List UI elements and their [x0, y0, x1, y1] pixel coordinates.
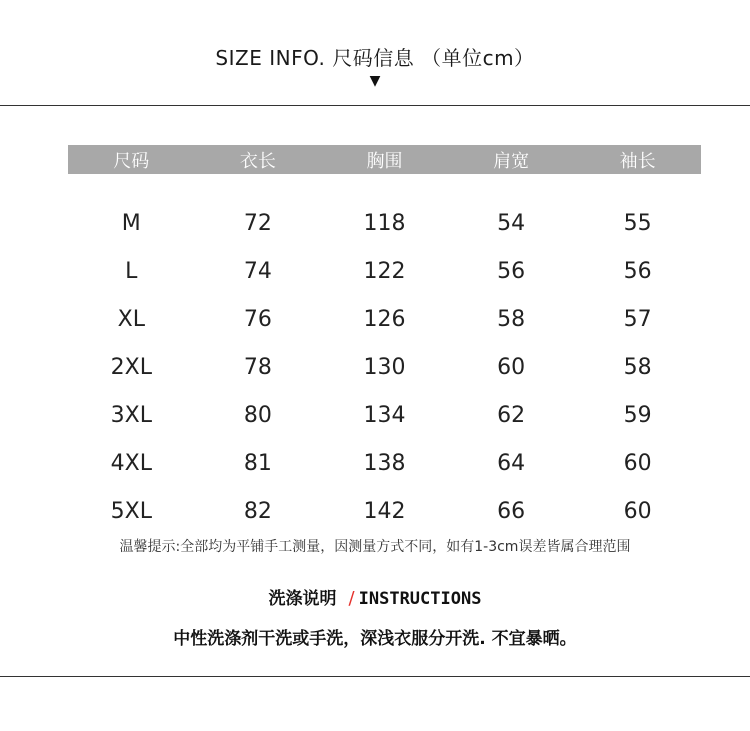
table-cell: 81 — [243, 451, 272, 476]
table-cell: 60 — [623, 499, 652, 524]
washing-description: 中性洗涤剂干洗或手洗，深浅衣服分开洗. 不宜暴晒。 — [173, 629, 577, 649]
table-row — [68, 344, 701, 392]
table-row — [68, 200, 701, 248]
table-cell: L — [125, 259, 138, 284]
washing-instructions-heading — [0, 584, 750, 609]
table-row — [68, 440, 701, 488]
table-cell: 59 — [623, 403, 652, 428]
washing-title-en: INSTRUCTIONS — [358, 589, 482, 609]
table-cell: 64 — [497, 451, 526, 476]
page-title: SIZE INFO. 尺码信息 （单位cm） — [215, 46, 535, 70]
down-arrow-icon: ▼ — [369, 73, 381, 89]
size-table-body — [68, 200, 701, 536]
table-cell: M — [121, 211, 141, 236]
table-cell: XL — [117, 307, 145, 332]
table-cell: 60 — [497, 355, 526, 380]
table-cell: 54 — [497, 211, 526, 236]
table-cell: 118 — [363, 211, 406, 236]
table-cell: 72 — [243, 211, 272, 236]
table-cell: 138 — [363, 451, 406, 476]
header-cell-sleeve: 袖长 — [619, 150, 656, 172]
table-cell: 3XL — [110, 403, 152, 428]
table-cell: 80 — [243, 403, 272, 428]
table-cell: 58 — [497, 307, 526, 332]
washing-title-slash: / — [348, 588, 355, 609]
table-row — [68, 392, 701, 440]
header-cell-shoulder: 肩宽 — [493, 150, 530, 172]
table-cell: 134 — [363, 403, 406, 428]
washing-title-zh: 洗涤说明 — [268, 589, 337, 609]
table-row — [68, 488, 701, 536]
table-cell: 74 — [243, 259, 272, 284]
table-cell: 60 — [623, 451, 652, 476]
table-cell: 122 — [363, 259, 406, 284]
table-cell: 126 — [363, 307, 406, 332]
table-cell: 76 — [243, 307, 272, 332]
header-cell-size: 尺码 — [113, 150, 150, 172]
table-cell: 56 — [623, 259, 652, 284]
table-cell: 130 — [363, 355, 406, 380]
table-cell: 57 — [623, 307, 652, 332]
table-cell: 2XL — [110, 355, 152, 380]
header-cell-length: 衣长 — [239, 150, 276, 172]
table-cell: 142 — [363, 499, 406, 524]
table-row — [68, 248, 701, 296]
table-cell: 66 — [497, 499, 526, 524]
table-cell: 62 — [497, 403, 526, 428]
table-cell: 56 — [497, 259, 526, 284]
table-cell: 58 — [623, 355, 652, 380]
size-table-header — [68, 145, 701, 174]
header-cell-chest: 胸围 — [366, 150, 403, 172]
table-cell: 78 — [243, 355, 272, 380]
table-row — [68, 296, 701, 344]
bottom-divider — [0, 676, 750, 677]
measurement-note: 温馨提示:全部均为平铺手工测量，因测量方式不同，如有1-3cm误差皆属合理范围 — [119, 539, 631, 555]
table-cell: 55 — [623, 211, 652, 236]
top-divider — [0, 105, 750, 106]
table-cell: 5XL — [110, 499, 152, 524]
table-cell: 82 — [243, 499, 272, 524]
size-table — [68, 145, 701, 536]
table-cell: 4XL — [110, 451, 152, 476]
